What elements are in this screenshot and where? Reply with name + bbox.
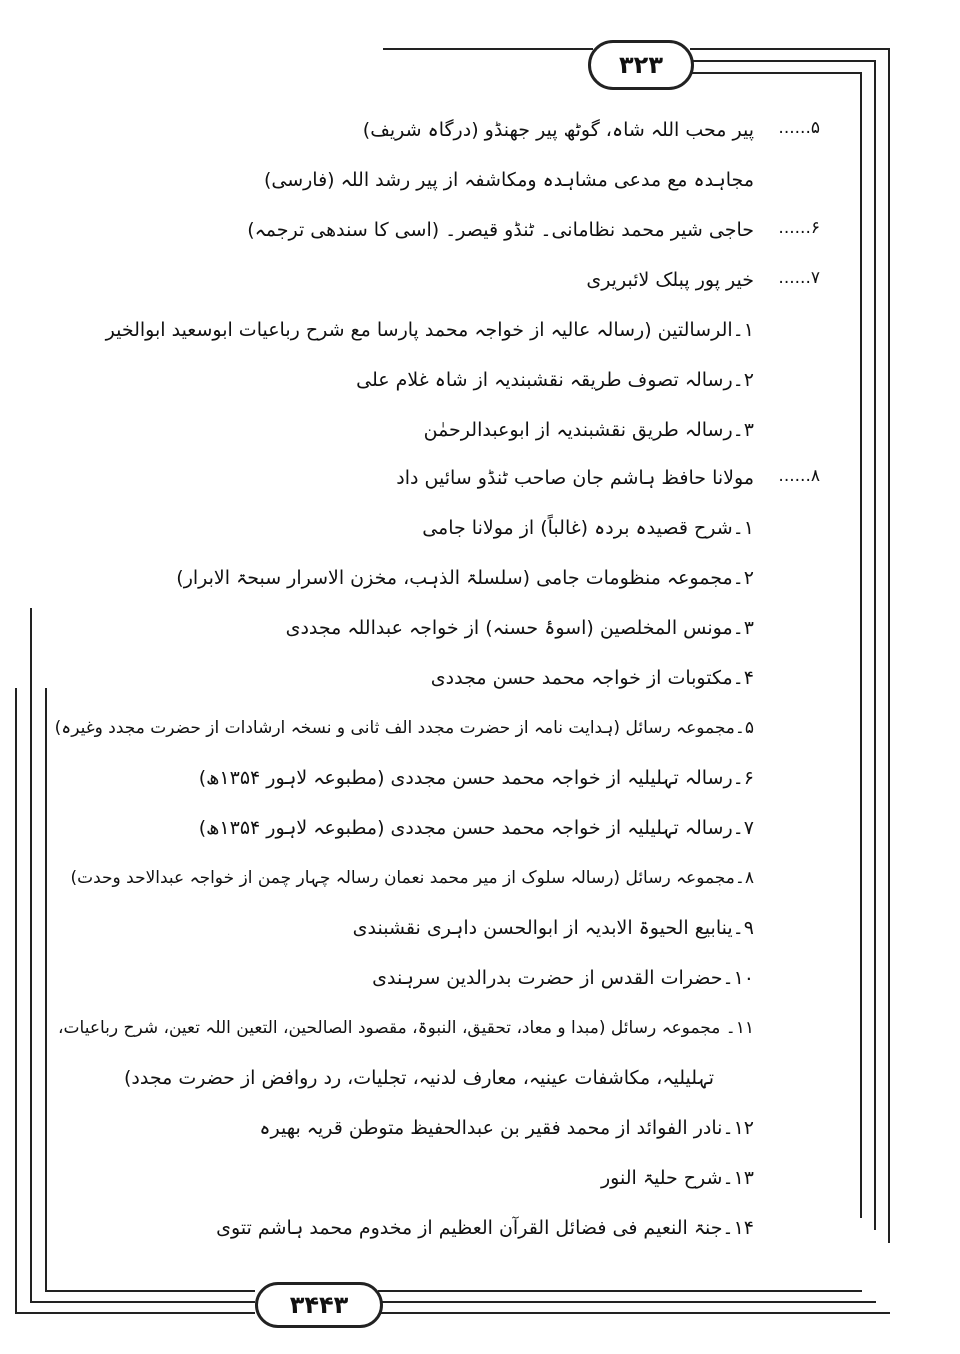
frame-bottom-line-1 — [15, 1312, 255, 1314]
frame-bottom-line-right-3 — [378, 1312, 890, 1314]
list-item: ۶۔رسالہ تہلیلیہ از خواجہ محمد حسن مجددی (مطبوعہ لاہور ۱۳۵۴ھ) — [198, 767, 754, 789]
list-item: ۴۔مکتوبات از خواجہ محمد حسن مجددی — [430, 667, 754, 689]
section-marker: ۷...... — [778, 268, 820, 288]
page-number-top: ۳۲۳ — [588, 40, 694, 90]
section-title: خیر پور پبلک لائبریری — [586, 269, 754, 291]
frame-top-line-inner — [690, 60, 876, 62]
list-item: ۸۔مجموعہ رسائل (رسالہ سلوک از میر محمد نعمان رسالہ چہار چمن از خواجہ عبدالاحد وحدت) — [70, 868, 754, 888]
section-marker: ۵...... — [778, 118, 820, 138]
list-item: ۱۱۔ مجموعہ رسائل (مبدا و معاد، تحقیق، النبوۃ، مقصود الصالحین، التعین اللہ تعین، شرح رباعیات، — [58, 1018, 754, 1038]
list-item: ۳۔مونس المخلصین (اسوۂ حسنہ) از خواجہ عبداللہ مجددی — [285, 617, 754, 639]
frame-bottom-line-right-2 — [378, 1301, 876, 1303]
list-item: ۱۔الرسالتین (رسالہ عالیہ از خواجہ محمد پارسا مع شرح رباعیات ابوسعید ابوالخیر — [105, 319, 754, 341]
section-title: حاجی شیر محمد نظامانی۔ ٹنڈو قیصر۔ (اسی کا سندھی ترجمہ) — [247, 219, 754, 241]
list-item: ۱۲۔نادر الفوائد از محمد فقیر بن عبدالحفیظ متوطن قریہ بھیرہ — [259, 1117, 754, 1139]
list-item: ۱۰۔حضرات القدس از حضرت بدرالدین سرہندی — [372, 967, 754, 989]
frame-left-vertical-1 — [15, 688, 17, 1313]
list-item: ۲۔مجموعہ منظومات جامی (سلسلۃ الذہب، مخزن الاسرار سبحۃ الابرار) — [176, 567, 754, 589]
frame-bottom-line-3 — [45, 1290, 255, 1292]
frame-right-vertical-inner — [874, 60, 876, 1230]
frame-left-vertical-3 — [45, 688, 47, 1291]
list-item: مجاہدہ مع مدعی مشاہدہ ومکاشفہ از پیر رشد اللہ (فارسی) — [263, 169, 754, 191]
section-marker: ۸...... — [778, 466, 820, 486]
list-item-continuation: تہلیلیہ، مکاشفات عینیہ، معارف لدنیہ، تجلیات، رد روافض از حضرت مجدد) — [124, 1067, 714, 1089]
frame-top-line-outer — [383, 48, 593, 50]
frame-top-line-right-outer — [690, 48, 890, 50]
frame-left-vertical-2 — [30, 608, 32, 1303]
list-item: ۹۔ینابیع الحیوۃ الابدیہ از ابوالحسن داہری نقشبندی — [352, 917, 754, 939]
list-item: ۵۔مجموعہ رسائل (ہدایت نامہ از حضرت مجدد الف ثانی و نسخہ ارشادات از حضرت مجدد وغیرہ) — [54, 718, 754, 738]
list-item: ۲۔رسالہ تصوف طریقہ نقشبندیہ از شاہ غلام علی — [356, 369, 754, 391]
frame-right-vertical-inner2 — [860, 72, 862, 1218]
frame-bottom-line-2 — [30, 1301, 255, 1303]
page-number-bottom: ۳۴۴۳ — [255, 1282, 383, 1328]
section-title: پیر محب اللہ شاہ، گوٹھ پیر جھنڈو (درگاہ شریف) — [362, 119, 754, 141]
list-item: ۱۴۔جنۃ النعیم فی فضائل القرآن العظیم از مخدوم محمد ہاشم تتوی — [216, 1217, 754, 1239]
frame-bottom-line-right-1 — [378, 1290, 862, 1292]
list-item: ۳۔رسالہ طریق نقشبندیہ از ابوعبدالرحمٰن — [423, 419, 754, 441]
section-title: مولانا حافظ ہاشم جان صاحب ٹنڈو سائیں داد — [396, 467, 754, 489]
list-item: ۷۔رسالہ تہلیلیہ از خواجہ محمد حسن مجددی (مطبوعہ لاہور ۱۳۵۴ھ) — [198, 817, 754, 839]
frame-right-vertical-outer — [888, 48, 890, 1243]
list-item: ۱۔شرح قصیدہ بردہ (غالباً) از مولانا جامی — [422, 517, 754, 539]
list-item: ۱۳۔شرح حلیۃ النور — [601, 1167, 754, 1189]
section-marker: ۶...... — [778, 218, 820, 238]
frame-top-line-inner2 — [690, 72, 862, 74]
